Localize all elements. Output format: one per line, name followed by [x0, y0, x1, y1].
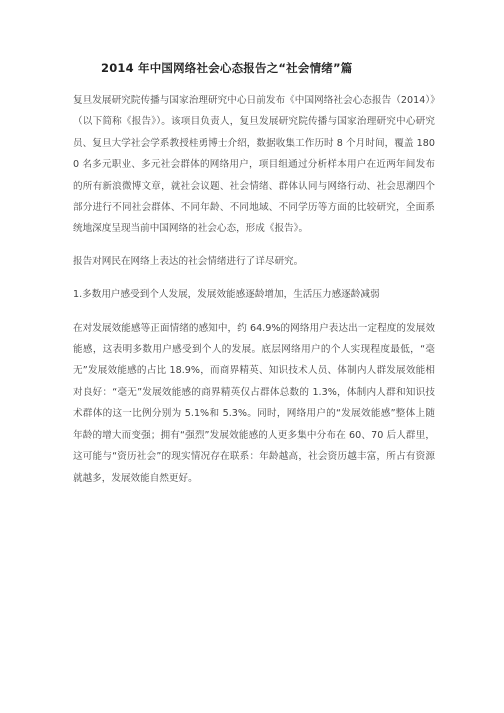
paragraph-gap: [73, 240, 435, 251]
paragraph-gap: [73, 306, 435, 318]
section-body-paragraph: 在对发展效能感等正面情绪的感知中，约 64.9%的网络用户表达出一定程度的发展效能感，这表明多数用户感受到个人的发展。底层网络用户的个人实现程度最低，“毫无”发展效能感的占比 18.9%，而商界精英、知识技术人员、体制内人群发展效能相对良好：“毫无”发展效能感的商界精英仅占群体总数的 1.3%，体制内人群和知识技术群体的这一比例分别为 5.1%和 5.3%。同时，网络用户的“发展效能感”整体上随年龄的增大而变强；拥有“强烈”发展效能感的人更多集中分布在 60、70 后人群里，这可能与“资历社会”的现实情况存在联系：年龄越高，社会资历越丰富，所占有资源就越多，发展效能自然更好。: [73, 322, 435, 484]
document-page: [73, 60, 435, 489]
section-heading: 1.多数用户感受到个人发展，发展效能感逐龄增加，生活压力感逐龄减弱: [73, 289, 380, 301]
intro-paragraph: 复旦发展研究院传播与国家治理研究中心日前发布《中国网络社会心态报告（2014）》（以下简称《报告》）。该项目负责人，复旦发展研究院传播与国家治理研究中心研究员、复旦大学社会学系教授桂勇博士介绍，数据收集工作历时 8 个月时间，覆盖 1800 名多元职业、多元社会群体的网络用户，项目组通过分析样本用户在近两年间发布的所有新浪微博文章，就社会议题、社会情绪、群体认同与网络行动、社会思潮四个部分进行不同社会群体、不同年龄、不同地域、不同学历等方面的比较研究，全面系统地深度呈现当前中国网络的社会心态，形成《报告》。: [73, 95, 435, 235]
lead-paragraph: 报告对网民在网络上表达的社会情绪进行了详尽研究。: [73, 255, 304, 267]
article-title: 2014 年中国网络社会心态报告之“社会情绪”篇: [101, 61, 353, 75]
paragraph-gap: [73, 272, 435, 284]
